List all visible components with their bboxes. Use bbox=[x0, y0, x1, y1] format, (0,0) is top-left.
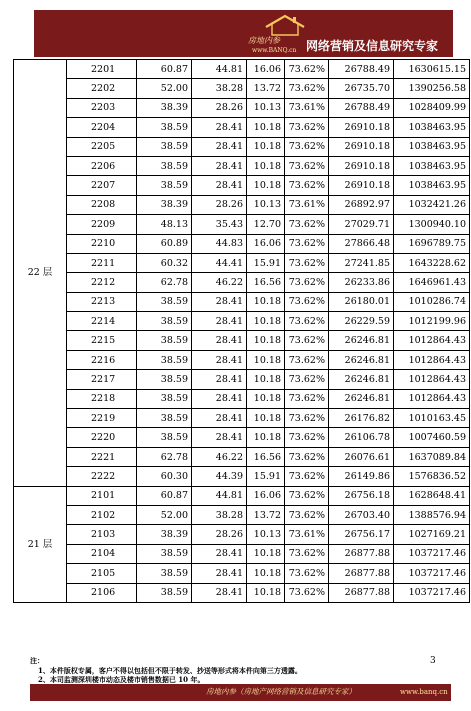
unit-number-cell: 2201 bbox=[67, 60, 137, 79]
total-price-cell: 1012199.96 bbox=[394, 312, 470, 331]
table-row bbox=[14, 525, 470, 544]
inner-area-cell: 28.41 bbox=[192, 350, 247, 369]
shared-area-cell: 15.91 bbox=[247, 467, 285, 486]
footer-banner bbox=[30, 684, 451, 701]
total-price-cell: 1643228.62 bbox=[394, 253, 470, 272]
inner-area-cell: 28.41 bbox=[192, 409, 247, 428]
usage-rate-cell: 73.62% bbox=[285, 118, 329, 137]
shared-area-cell: 16.06 bbox=[247, 234, 285, 253]
unit-price-cell: 26703.40 bbox=[329, 505, 394, 524]
total-price-cell: 1646961.43 bbox=[394, 273, 470, 292]
inner-area-cell: 38.28 bbox=[192, 505, 247, 524]
shared-area-cell: 16.06 bbox=[247, 60, 285, 79]
table-row bbox=[14, 389, 470, 408]
total-price-cell: 1038463.95 bbox=[394, 176, 470, 195]
unit-number-cell: 2219 bbox=[67, 409, 137, 428]
total-area-cell: 60.87 bbox=[137, 60, 192, 79]
unit-number-cell: 2220 bbox=[67, 428, 137, 447]
total-price-cell: 1010163.45 bbox=[394, 409, 470, 428]
shared-area-cell: 10.13 bbox=[247, 98, 285, 117]
unit-number-cell: 2104 bbox=[67, 544, 137, 563]
unit-number-cell: 2205 bbox=[67, 137, 137, 156]
table-row bbox=[14, 312, 470, 331]
usage-rate-cell: 73.62% bbox=[285, 60, 329, 79]
total-area-cell: 60.89 bbox=[137, 234, 192, 253]
unit-number-cell: 2106 bbox=[67, 583, 137, 602]
inner-area-cell: 28.41 bbox=[192, 544, 247, 563]
usage-rate-cell: 73.62% bbox=[285, 370, 329, 389]
unit-price-cell: 26756.18 bbox=[329, 486, 394, 505]
table-row bbox=[14, 447, 470, 466]
table-row bbox=[14, 253, 470, 272]
total-area-cell: 62.78 bbox=[137, 447, 192, 466]
inner-area-cell: 28.41 bbox=[192, 389, 247, 408]
inner-area-cell: 44.83 bbox=[192, 234, 247, 253]
total-area-cell: 60.30 bbox=[137, 467, 192, 486]
table-body bbox=[14, 60, 470, 603]
unit-number-cell: 2203 bbox=[67, 98, 137, 117]
total-price-cell: 1010286.74 bbox=[394, 292, 470, 311]
total-area-cell: 52.00 bbox=[137, 79, 192, 98]
unit-number-cell: 2103 bbox=[67, 525, 137, 544]
inner-area-cell: 46.22 bbox=[192, 273, 247, 292]
total-price-cell: 1037217.46 bbox=[394, 583, 470, 602]
table-row bbox=[14, 505, 470, 524]
total-area-cell: 38.59 bbox=[137, 389, 192, 408]
inner-area-cell: 28.26 bbox=[192, 525, 247, 544]
total-price-cell: 1012864.43 bbox=[394, 331, 470, 350]
unit-number-cell: 2102 bbox=[67, 505, 137, 524]
unit-number-cell: 2222 bbox=[67, 467, 137, 486]
usage-rate-cell: 73.61% bbox=[285, 98, 329, 117]
total-area-cell: 48.13 bbox=[137, 215, 192, 234]
unit-price-cell: 26076.61 bbox=[329, 447, 394, 466]
unit-price-cell: 26910.18 bbox=[329, 176, 394, 195]
usage-rate-cell: 73.62% bbox=[285, 583, 329, 602]
usage-rate-cell: 73.61% bbox=[285, 195, 329, 214]
total-price-cell: 1390256.58 bbox=[394, 79, 470, 98]
unit-number-cell: 2212 bbox=[67, 273, 137, 292]
inner-area-cell: 35.43 bbox=[192, 215, 247, 234]
usage-rate-cell: 73.62% bbox=[285, 564, 329, 583]
inner-area-cell: 28.41 bbox=[192, 176, 247, 195]
unit-price-cell: 26180.01 bbox=[329, 292, 394, 311]
unit-number-cell: 2204 bbox=[67, 118, 137, 137]
unit-price-cell: 26756.17 bbox=[329, 525, 394, 544]
total-price-cell: 1630615.15 bbox=[394, 60, 470, 79]
unit-price-cell: 26176.82 bbox=[329, 409, 394, 428]
logo-text: 房地内参 bbox=[248, 36, 280, 45]
total-area-cell: 38.39 bbox=[137, 195, 192, 214]
usage-rate-cell: 73.62% bbox=[285, 156, 329, 175]
shared-area-cell: 10.18 bbox=[247, 137, 285, 156]
table-row bbox=[14, 467, 470, 486]
usage-rate-cell: 73.62% bbox=[285, 467, 329, 486]
unit-price-cell: 26246.81 bbox=[329, 350, 394, 369]
unit-price-cell: 26910.18 bbox=[329, 156, 394, 175]
inner-area-cell: 44.39 bbox=[192, 467, 247, 486]
total-area-cell: 38.59 bbox=[137, 292, 192, 311]
unit-number-cell: 2215 bbox=[67, 331, 137, 350]
unit-price-cell: 26233.86 bbox=[329, 273, 394, 292]
total-price-cell: 1032421.26 bbox=[394, 195, 470, 214]
usage-rate-cell: 73.62% bbox=[285, 486, 329, 505]
shared-area-cell: 13.72 bbox=[247, 79, 285, 98]
total-area-cell: 52.00 bbox=[137, 505, 192, 524]
total-price-cell: 1037217.46 bbox=[394, 564, 470, 583]
shared-area-cell: 16.06 bbox=[247, 486, 285, 505]
notes bbox=[30, 656, 450, 685]
unit-price-cell: 26877.88 bbox=[329, 564, 394, 583]
table-row bbox=[14, 428, 470, 447]
total-area-cell: 38.39 bbox=[137, 525, 192, 544]
total-price-cell: 1038463.95 bbox=[394, 156, 470, 175]
table-row bbox=[14, 409, 470, 428]
total-price-cell: 1037217.46 bbox=[394, 544, 470, 563]
total-price-cell: 1300940.10 bbox=[394, 215, 470, 234]
inner-area-cell: 38.28 bbox=[192, 79, 247, 98]
usage-rate-cell: 73.61% bbox=[285, 525, 329, 544]
table-row bbox=[14, 156, 470, 175]
usage-rate-cell: 73.62% bbox=[285, 505, 329, 524]
shared-area-cell: 10.18 bbox=[247, 292, 285, 311]
total-price-cell: 1576836.52 bbox=[394, 467, 470, 486]
total-area-cell: 38.59 bbox=[137, 564, 192, 583]
shared-area-cell: 10.18 bbox=[247, 350, 285, 369]
usage-rate-cell: 73.62% bbox=[285, 389, 329, 408]
total-area-cell: 38.59 bbox=[137, 137, 192, 156]
unit-price-cell: 26892.97 bbox=[329, 195, 394, 214]
inner-area-cell: 28.41 bbox=[192, 137, 247, 156]
floor-label: 22 层 bbox=[14, 60, 67, 487]
total-area-cell: 38.59 bbox=[137, 409, 192, 428]
unit-number-cell: 2210 bbox=[67, 234, 137, 253]
shared-area-cell: 16.56 bbox=[247, 447, 285, 466]
total-price-cell: 1012864.43 bbox=[394, 389, 470, 408]
shared-area-cell: 10.13 bbox=[247, 195, 285, 214]
total-price-cell: 1038463.95 bbox=[394, 137, 470, 156]
unit-number-cell: 2208 bbox=[67, 195, 137, 214]
usage-rate-cell: 73.62% bbox=[285, 176, 329, 195]
shared-area-cell: 12.70 bbox=[247, 215, 285, 234]
total-area-cell: 38.59 bbox=[137, 176, 192, 195]
unit-number-cell: 2209 bbox=[67, 215, 137, 234]
unit-price-cell: 26910.18 bbox=[329, 137, 394, 156]
usage-rate-cell: 73.62% bbox=[285, 79, 329, 98]
inner-area-cell: 28.41 bbox=[192, 118, 247, 137]
shared-area-cell: 10.18 bbox=[247, 564, 285, 583]
total-price-cell: 1696789.75 bbox=[394, 234, 470, 253]
shared-area-cell: 10.18 bbox=[247, 544, 285, 563]
total-area-cell: 38.59 bbox=[137, 156, 192, 175]
table-row bbox=[14, 215, 470, 234]
shared-area-cell: 10.18 bbox=[247, 583, 285, 602]
inner-area-cell: 28.41 bbox=[192, 370, 247, 389]
unit-price-cell: 26229.59 bbox=[329, 312, 394, 331]
total-area-cell: 60.32 bbox=[137, 253, 192, 272]
unit-price-cell: 26877.88 bbox=[329, 583, 394, 602]
total-price-cell: 1028409.99 bbox=[394, 98, 470, 117]
shared-area-cell: 10.18 bbox=[247, 428, 285, 447]
shared-area-cell: 15.91 bbox=[247, 253, 285, 272]
inner-area-cell: 28.26 bbox=[192, 98, 247, 117]
unit-number-cell: 2105 bbox=[67, 564, 137, 583]
unit-price-cell: 26246.81 bbox=[329, 389, 394, 408]
total-area-cell: 60.87 bbox=[137, 486, 192, 505]
total-area-cell: 38.59 bbox=[137, 544, 192, 563]
unit-number-cell: 2211 bbox=[67, 253, 137, 272]
table-row bbox=[14, 79, 470, 98]
table-row bbox=[14, 234, 470, 253]
inner-area-cell: 28.26 bbox=[192, 195, 247, 214]
total-price-cell: 1027169.21 bbox=[394, 525, 470, 544]
total-price-cell: 1038463.95 bbox=[394, 118, 470, 137]
usage-rate-cell: 73.62% bbox=[285, 253, 329, 272]
unit-price-cell: 26877.88 bbox=[329, 544, 394, 563]
table-row bbox=[14, 176, 470, 195]
unit-price-cell: 26106.78 bbox=[329, 428, 394, 447]
total-area-cell: 62.78 bbox=[137, 273, 192, 292]
price-table bbox=[13, 59, 470, 603]
shared-area-cell: 10.18 bbox=[247, 118, 285, 137]
page-number: 3 bbox=[430, 656, 436, 666]
table-row bbox=[14, 350, 470, 369]
table-row bbox=[14, 370, 470, 389]
shared-area-cell: 16.56 bbox=[247, 273, 285, 292]
usage-rate-cell: 73.62% bbox=[285, 312, 329, 331]
table-row bbox=[14, 98, 470, 117]
shared-area-cell: 10.18 bbox=[247, 331, 285, 350]
total-area-cell: 38.59 bbox=[137, 428, 192, 447]
unit-price-cell: 27866.48 bbox=[329, 234, 394, 253]
notes-label: 注： bbox=[30, 656, 44, 665]
total-area-cell: 38.59 bbox=[137, 583, 192, 602]
unit-number-cell: 2218 bbox=[67, 389, 137, 408]
shared-area-cell: 10.18 bbox=[247, 312, 285, 331]
table-row bbox=[14, 564, 470, 583]
unit-price-cell: 26735.70 bbox=[329, 79, 394, 98]
unit-price-cell: 26246.81 bbox=[329, 331, 394, 350]
inner-area-cell: 28.41 bbox=[192, 292, 247, 311]
footer-url: www.banq.cn bbox=[400, 688, 448, 696]
unit-price-cell: 26788.49 bbox=[329, 60, 394, 79]
table-row bbox=[14, 137, 470, 156]
note-line-1: 1、本件版权专属，客户不得以包括但不限于转发、抄送等形式将本件向第三方透露。 bbox=[38, 665, 302, 675]
unit-price-cell: 26246.81 bbox=[329, 370, 394, 389]
header-title: 网络营销及信息研究专家 bbox=[306, 39, 439, 53]
unit-number-cell: 2216 bbox=[67, 350, 137, 369]
unit-number-cell: 2206 bbox=[67, 156, 137, 175]
usage-rate-cell: 73.62% bbox=[285, 331, 329, 350]
usage-rate-cell: 73.62% bbox=[285, 409, 329, 428]
unit-price-cell: 26910.18 bbox=[329, 118, 394, 137]
table-row bbox=[14, 60, 470, 79]
usage-rate-cell: 73.62% bbox=[285, 447, 329, 466]
floor-label: 21 层 bbox=[14, 486, 67, 602]
inner-area-cell: 46.22 bbox=[192, 447, 247, 466]
total-area-cell: 38.39 bbox=[137, 98, 192, 117]
unit-number-cell: 2217 bbox=[67, 370, 137, 389]
shared-area-cell: 10.13 bbox=[247, 525, 285, 544]
total-area-cell: 38.59 bbox=[137, 350, 192, 369]
table-row bbox=[14, 273, 470, 292]
table-row bbox=[14, 292, 470, 311]
unit-number-cell: 2101 bbox=[67, 486, 137, 505]
usage-rate-cell: 73.62% bbox=[285, 234, 329, 253]
usage-rate-cell: 73.62% bbox=[285, 544, 329, 563]
shared-area-cell: 10.18 bbox=[247, 370, 285, 389]
shared-area-cell: 10.18 bbox=[247, 176, 285, 195]
total-price-cell: 1637089.84 bbox=[394, 447, 470, 466]
unit-price-cell: 27029.71 bbox=[329, 215, 394, 234]
inner-area-cell: 28.41 bbox=[192, 583, 247, 602]
unit-price-cell: 27241.85 bbox=[329, 253, 394, 272]
shared-area-cell: 10.18 bbox=[247, 389, 285, 408]
unit-number-cell: 2214 bbox=[67, 312, 137, 331]
house-logo-icon bbox=[262, 14, 308, 36]
shared-area-cell: 10.18 bbox=[247, 156, 285, 175]
total-price-cell: 1388576.94 bbox=[394, 505, 470, 524]
table-row bbox=[14, 118, 470, 137]
unit-price-cell: 26149.86 bbox=[329, 467, 394, 486]
usage-rate-cell: 73.62% bbox=[285, 137, 329, 156]
total-price-cell: 1007460.59 bbox=[394, 428, 470, 447]
table-row bbox=[14, 583, 470, 602]
usage-rate-cell: 73.62% bbox=[285, 215, 329, 234]
header-banner bbox=[34, 10, 453, 57]
usage-rate-cell: 73.62% bbox=[285, 428, 329, 447]
total-area-cell: 38.59 bbox=[137, 118, 192, 137]
note-line-2: 2、本司监测深圳楼市动态及楼市销售数据已 10 年。 bbox=[38, 675, 205, 684]
shared-area-cell: 13.72 bbox=[247, 505, 285, 524]
unit-number-cell: 2221 bbox=[67, 447, 137, 466]
table-row bbox=[14, 544, 470, 563]
unit-number-cell: 2207 bbox=[67, 176, 137, 195]
inner-area-cell: 28.41 bbox=[192, 156, 247, 175]
inner-area-cell: 44.41 bbox=[192, 253, 247, 272]
total-price-cell: 1628648.41 bbox=[394, 486, 470, 505]
inner-area-cell: 44.81 bbox=[192, 486, 247, 505]
inner-area-cell: 28.41 bbox=[192, 312, 247, 331]
unit-number-cell: 2202 bbox=[67, 79, 137, 98]
usage-rate-cell: 73.62% bbox=[285, 350, 329, 369]
table-row bbox=[14, 486, 470, 505]
unit-price-cell: 26788.49 bbox=[329, 98, 394, 117]
inner-area-cell: 28.41 bbox=[192, 428, 247, 447]
table-row bbox=[14, 331, 470, 350]
table-row bbox=[14, 195, 470, 214]
total-price-cell: 1012864.43 bbox=[394, 370, 470, 389]
inner-area-cell: 44.81 bbox=[192, 60, 247, 79]
inner-area-cell: 28.41 bbox=[192, 331, 247, 350]
inner-area-cell: 28.41 bbox=[192, 564, 247, 583]
usage-rate-cell: 73.62% bbox=[285, 292, 329, 311]
unit-number-cell: 2213 bbox=[67, 292, 137, 311]
total-area-cell: 38.59 bbox=[137, 312, 192, 331]
total-price-cell: 1012864.43 bbox=[394, 350, 470, 369]
footer-text: 房地内参（房地产网络营销及信息研究专家） bbox=[206, 687, 356, 696]
usage-rate-cell: 73.62% bbox=[285, 273, 329, 292]
shared-area-cell: 10.18 bbox=[247, 409, 285, 428]
total-area-cell: 38.59 bbox=[137, 370, 192, 389]
logo-url: www.BANQ.cn bbox=[252, 47, 297, 54]
total-area-cell: 38.59 bbox=[137, 331, 192, 350]
